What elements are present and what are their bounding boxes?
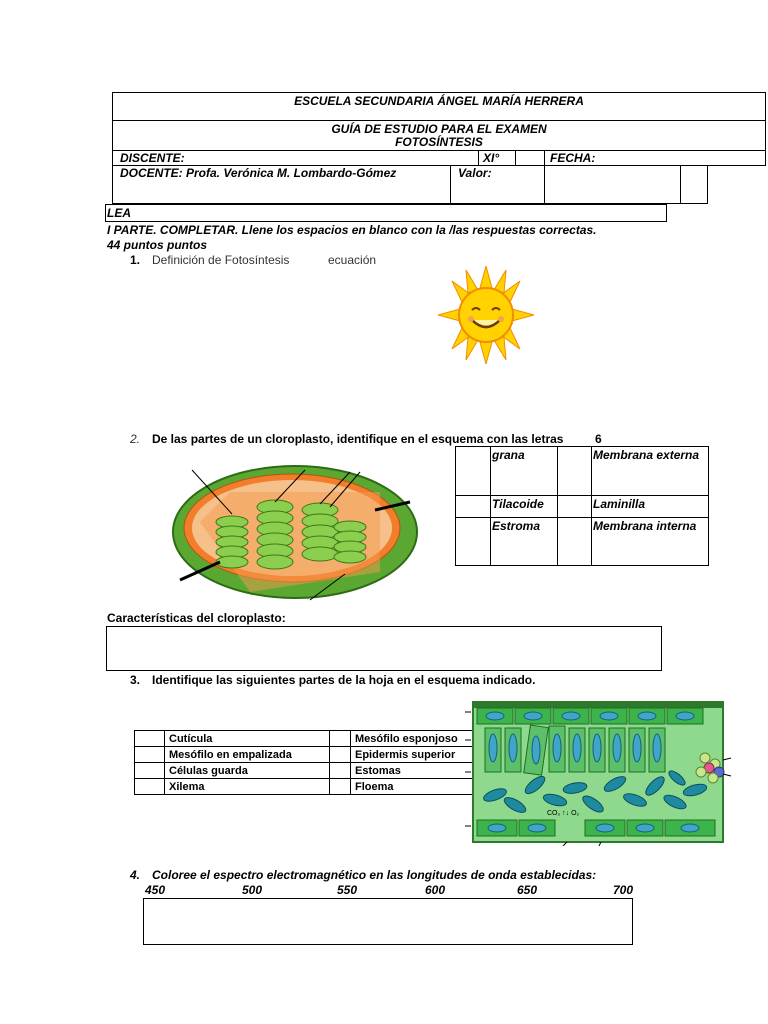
- q3-number: 3.: [130, 673, 141, 687]
- header-row-guide: [112, 120, 766, 151]
- part-label: Epidermis superior: [351, 747, 473, 763]
- q1-extra: ecuación: [328, 253, 377, 267]
- part1-points: 44 puntos puntos: [107, 238, 207, 252]
- divider: [544, 165, 545, 204]
- divider: [544, 150, 545, 166]
- grade-label: XI°: [483, 151, 500, 165]
- spectrum-coloring-box[interactable]: [143, 898, 633, 945]
- part-label: Estomas: [351, 763, 473, 779]
- answer-cell[interactable]: [330, 731, 351, 747]
- part-label: Xilema: [165, 779, 330, 795]
- wavelength-650: 650: [517, 883, 538, 897]
- answer-cell[interactable]: [330, 779, 351, 795]
- divider: [515, 150, 516, 166]
- answer-cell[interactable]: [558, 447, 592, 496]
- school-name: ESCUELA SECUNDARIA ÁNGEL MARÍA HERRERA: [294, 94, 584, 108]
- header-row-discente: [112, 150, 766, 166]
- part-label: Estroma: [491, 518, 558, 566]
- part-label: Células guarda: [165, 763, 330, 779]
- chloroplast-diagram: [170, 462, 420, 602]
- lea-label: LEA: [107, 206, 131, 220]
- answer-cell[interactable]: [330, 763, 351, 779]
- q1-text: Definición de Fotosíntesis: [152, 253, 290, 267]
- q3-text: Identifique las siguientes partes de la hoja en el esquema indicado.: [152, 673, 536, 687]
- sun-illustration: [438, 266, 534, 364]
- answer-cell[interactable]: [456, 447, 491, 496]
- divider: [680, 165, 681, 204]
- q2-points: 6: [595, 432, 602, 446]
- discente-label: DISCENTE:: [120, 151, 185, 165]
- part-label: Membrana externa: [592, 447, 709, 496]
- answer-cell[interactable]: [456, 518, 491, 566]
- q1-number: 1.: [130, 253, 141, 267]
- guide-subject: FOTOSÍNTESIS: [395, 135, 483, 149]
- answer-cell[interactable]: [135, 731, 165, 747]
- answer-cell[interactable]: [456, 496, 491, 518]
- characteristics-answer-box[interactable]: [106, 626, 662, 671]
- chloroplast-parts-table: [455, 446, 709, 566]
- part1-instruction: I PARTE. COMPLETAR. Llene los espacios en blanco con la /las respuestas correctas.: [107, 223, 597, 237]
- docente-label: DOCENTE: Profa. Verónica M. Lombardo-Gómez: [120, 166, 397, 180]
- lea-box: [105, 204, 667, 222]
- part-label: Floema: [351, 779, 473, 795]
- part-label: Mesófilo esponjoso: [351, 731, 473, 747]
- answer-cell[interactable]: [558, 518, 592, 566]
- q2-number: 2.: [130, 432, 141, 446]
- q2-text: De las partes de un cloroplasto, identifique en el esquema con las letras: [152, 432, 564, 446]
- divider: [450, 165, 451, 204]
- wavelength-700: 700: [613, 883, 634, 897]
- gas-exchange-label: CO₂ ↑↓ O₂: [547, 810, 580, 817]
- divider: [478, 150, 479, 166]
- part-label: Tilacoide: [491, 496, 558, 518]
- part-label: Mesófilo en empalizada: [165, 747, 330, 763]
- q4-number: 4.: [130, 868, 141, 882]
- part-label: Cutícula: [165, 731, 330, 747]
- part-label: Membrana interna: [592, 518, 709, 566]
- q4-text: Coloree el espectro electromagnético en las longitudes de onda establecidas:: [152, 868, 597, 882]
- valor-label: Valor:: [458, 166, 492, 180]
- fecha-label: FECHA:: [550, 151, 596, 165]
- answer-cell[interactable]: [135, 779, 165, 795]
- characteristics-label: Características del cloroplasto:: [107, 611, 286, 625]
- leaf-parts-table: [134, 730, 473, 795]
- wavelength-500: 500: [242, 883, 263, 897]
- wavelength-450: 450: [145, 883, 166, 897]
- header-row-school: [112, 92, 766, 121]
- part-label: grana: [491, 447, 558, 496]
- answer-cell[interactable]: [135, 747, 165, 763]
- wavelength-600: 600: [425, 883, 446, 897]
- wavelength-550: 550: [337, 883, 358, 897]
- answer-cell[interactable]: [558, 496, 592, 518]
- leaf-cross-section-diagram: [465, 700, 733, 846]
- part-label: Laminilla: [592, 496, 709, 518]
- answer-cell[interactable]: [330, 747, 351, 763]
- answer-cell[interactable]: [135, 763, 165, 779]
- guide-title: GUÍA DE ESTUDIO PARA EL EXAMEN: [331, 122, 547, 136]
